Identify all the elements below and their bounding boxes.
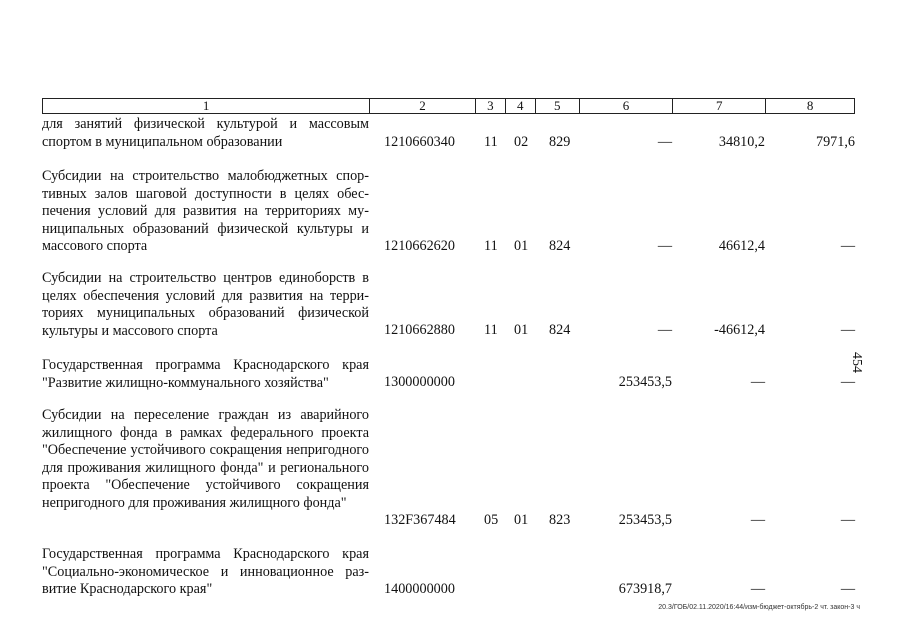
row-code: 1300000000: [384, 374, 455, 391]
header-col-1: 1: [43, 99, 370, 113]
footer-note: 20.3/ГОБ/02.11.2020/16:44/изм-бюджет-октябрь-2 чт. закон-3 ч: [658, 604, 860, 611]
header-col-6: 6: [580, 99, 674, 113]
row-value-col6: —: [657, 134, 672, 151]
row-value-col8: —: [840, 238, 855, 255]
header-col-7: 7: [673, 99, 766, 113]
row-value-col7: —: [750, 374, 765, 391]
row-subsection: 02: [514, 134, 529, 151]
row-subsection: 01: [514, 238, 529, 255]
row-section: 11: [484, 238, 498, 255]
row-code: 1210662620: [384, 238, 455, 255]
row-section: 05: [484, 512, 499, 529]
table-row: [42, 270, 855, 340]
page-number: 454: [849, 352, 864, 373]
row-description: Субсидии на строительство центров единоборств в целях обеспечения условий для развития на территориях муниципальных образований физической культуры и массового спорта: [42, 270, 369, 339]
row-value-col7: —: [750, 512, 765, 529]
row-subsection: 01: [514, 322, 529, 339]
row-description: Субсидии на строительство малобюджетных спортивных залов шаговой доступности в целях обеспечения условий для развития на территориях муниципальных образований физической культуры и массового спорта: [42, 168, 369, 255]
row-expense-type: 824: [549, 238, 571, 255]
row-expense-type: 823: [549, 512, 571, 529]
row-expense-type: 824: [549, 322, 571, 339]
header-col-4: 4: [506, 99, 536, 113]
header-col-8: 8: [806, 98, 814, 113]
row-value-col7: —: [750, 581, 765, 598]
row-description: Субсидии на переселение граждан из аварийного жилищного фонда в рамках федерального проекта "Обеспечение устойчивого сокращения непригодного для проживания жилищного фонда" и регионального проекта "Обеспечение устойчивого сокращения непригодного для проживания жилищного фонда": [42, 407, 369, 511]
row-subsection: 01: [514, 512, 529, 529]
row-section: 11: [484, 134, 498, 151]
row-value-col6: 673918,7: [618, 581, 672, 598]
row-value-col6: —: [657, 238, 672, 255]
row-section: 11: [484, 322, 498, 339]
row-description: для занятий физической культурой и массовым спортом в муниципальном образовании: [42, 116, 369, 150]
row-value-col7: -46612,4: [714, 322, 765, 339]
row-code: 1400000000: [384, 581, 455, 598]
row-value-col7: 46612,4: [718, 238, 765, 255]
row-code: 1210662880: [384, 322, 455, 339]
table-row: [42, 546, 855, 599]
row-value-col8: —: [840, 322, 855, 339]
row-description: Государственная программа Краснодарского края "Развитие жилищно-коммунального хозяйства": [42, 357, 369, 391]
row-value-col8: 7971,6: [815, 134, 855, 151]
table-row: [42, 407, 855, 530]
row-value-col6: 253453,5: [618, 374, 672, 391]
row-code: 132F367484: [384, 512, 456, 529]
row-value-col8: —: [840, 581, 855, 598]
row-expense-type: 829: [549, 134, 571, 151]
table-row: [42, 168, 855, 256]
header-col-5: 5: [536, 99, 580, 113]
row-value-col6: 253453,5: [618, 512, 672, 529]
row-value-col7: 34810,2: [718, 134, 765, 151]
table-header: [42, 98, 855, 114]
header-col-3: 3: [476, 99, 506, 113]
row-description: Государственная программа Краснодарского края "Социально-экономическое и инновационное развитие Краснодарского края": [42, 546, 369, 598]
header-col-2: 2: [370, 99, 476, 113]
row-value-col6: —: [657, 322, 672, 339]
row-value-col8: —: [840, 374, 855, 391]
row-value-col8: —: [840, 512, 855, 529]
table-row: [42, 357, 855, 392]
table-row: [42, 116, 855, 152]
row-code: 1210660340: [384, 134, 455, 151]
